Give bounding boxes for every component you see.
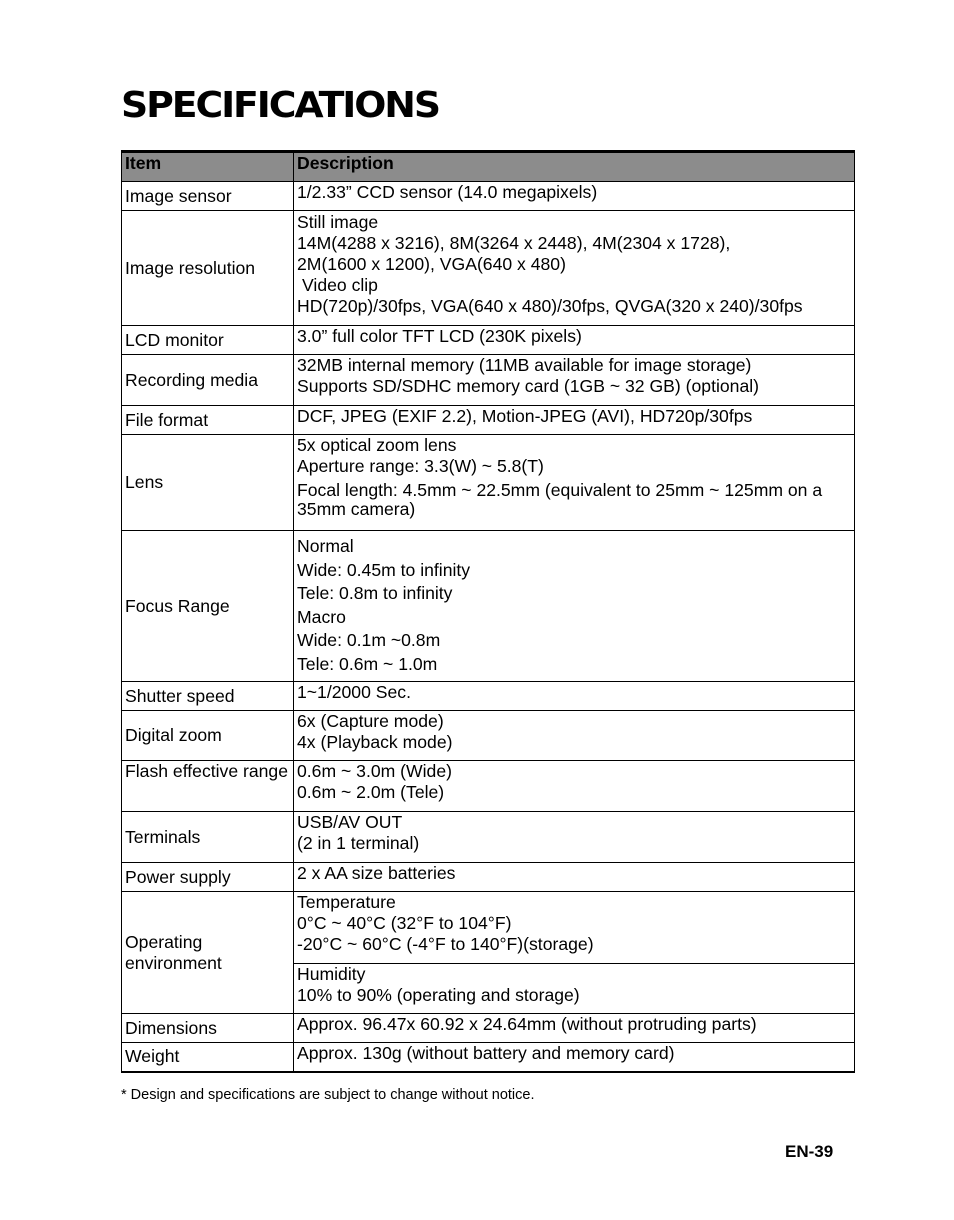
row-label: Focus Range <box>122 531 294 682</box>
footnote: * Design and specifications are subject to change without notice. <box>121 1087 535 1103</box>
description-line: 32MB internal memory (11MB available for image storage) <box>297 355 752 375</box>
table-header-row <box>122 152 855 182</box>
table-row <box>122 682 855 711</box>
description-line: 6x (Capture mode) <box>297 711 444 731</box>
description-line: Normal <box>297 536 354 556</box>
description-line: Aperture range: 3.3(W) ~ 5.8(T) <box>297 456 544 476</box>
table-row <box>122 711 855 761</box>
description-line: Humidity <box>297 964 366 984</box>
description-line: 1~1/2000 Sec. <box>297 682 411 702</box>
description-line: USB/AV OUT <box>297 812 403 832</box>
description-line: -20°C ~ 60°C (-4°F to 140°F)(storage) <box>297 934 594 954</box>
specifications-table <box>121 150 855 1073</box>
description-line: 1/2.33” CCD sensor (14.0 megapixels) <box>297 182 598 202</box>
header-item: Item <box>122 152 294 182</box>
row-description <box>294 1014 855 1043</box>
table-row <box>122 211 855 326</box>
row-label: Flash effective range <box>122 761 294 812</box>
description-line: 14M(4288 x 3216), 8M(3264 x 2448), 4M(2304 x 1728), <box>297 233 731 253</box>
row-description <box>294 964 855 1014</box>
row-label: LCD monitor <box>122 326 294 355</box>
description-line: 4x (Playback mode) <box>297 732 453 752</box>
description-line: Approx. 96.47x 60.92 x 24.64mm (without protruding parts) <box>297 1014 757 1034</box>
description-line: HD(720p)/30fps, VGA(640 x 480)/30fps, QVGA(320 x 240)/30fps <box>297 296 803 316</box>
description-line: Supports SD/SDHC memory card (1GB ~ 32 GB) (optional) <box>297 376 759 396</box>
table-row <box>122 863 855 892</box>
description-line: 0.6m ~ 2.0m (Tele) <box>297 782 445 802</box>
table-row <box>122 761 855 812</box>
row-label: Operating environment <box>122 892 294 1014</box>
row-description <box>294 435 855 531</box>
table-row <box>122 1014 855 1043</box>
description-line: Wide: 0.1m ~0.8m <box>297 630 441 651</box>
description-line: Temperature <box>297 892 396 912</box>
table-row <box>122 326 855 355</box>
row-description <box>294 211 855 326</box>
row-label: Lens <box>122 435 294 531</box>
row-description <box>294 863 855 892</box>
row-label: Shutter speed <box>122 682 294 711</box>
row-label: Image sensor <box>122 182 294 211</box>
row-description <box>294 812 855 863</box>
row-description <box>294 182 855 211</box>
description-line: 5x optical zoom lens <box>297 435 457 455</box>
row-description <box>294 326 855 355</box>
row-description <box>294 406 855 435</box>
description-line: DCF, JPEG (EXIF 2.2), Motion-JPEG (AVI), HD720p/30fps <box>297 406 753 426</box>
page-title: SPECIFICATIONS <box>121 85 439 126</box>
row-description <box>294 1043 855 1072</box>
table-row <box>122 182 855 211</box>
description-line: 2 x AA size batteries <box>297 863 456 883</box>
description-line: 2M(1600 x 1200), VGA(640 x 480) <box>297 254 566 274</box>
description-line: Focal length: 4.5mm ~ 22.5mm (equivalent to 25mm ~ 125mm on a 35mm camera) <box>297 480 823 519</box>
description-line: 10% to 90% (operating and storage) <box>297 985 580 1005</box>
header-description: Description <box>294 152 855 182</box>
description-line: 0°C ~ 40°C (32°F to 104°F) <box>297 913 512 933</box>
table-row <box>122 812 855 863</box>
description-line: 0.6m ~ 3.0m (Wide) <box>297 761 452 781</box>
table-row <box>122 435 855 531</box>
row-label: Recording media <box>122 355 294 406</box>
row-label: Digital zoom <box>122 711 294 761</box>
row-label: Power supply <box>122 863 294 892</box>
description-line: 3.0” full color TFT LCD (230K pixels) <box>297 326 582 346</box>
table-row <box>122 1043 855 1072</box>
row-description <box>294 355 855 406</box>
row-description <box>294 711 855 761</box>
row-description <box>294 531 855 682</box>
page-number: EN-39 <box>785 1142 834 1161</box>
row-label: Terminals <box>122 812 294 863</box>
description-line: Tele: 0.6m ~ 1.0m <box>297 653 438 674</box>
row-label: File format <box>122 406 294 435</box>
table-row <box>122 892 855 964</box>
row-description <box>294 761 855 812</box>
row-label: Weight <box>122 1043 294 1072</box>
row-label: Image resolution <box>122 211 294 326</box>
table-row <box>122 406 855 435</box>
table-row <box>122 355 855 406</box>
description-line: (2 in 1 terminal) <box>297 833 420 853</box>
description-line: Tele: 0.8m to infinity <box>297 583 453 604</box>
description-line: Video clip <box>302 275 378 295</box>
row-description <box>294 682 855 711</box>
description-line: Approx. 130g (without battery and memory card) <box>297 1043 675 1063</box>
description-line: Still image <box>297 212 379 232</box>
description-line: Macro <box>297 606 346 627</box>
row-description <box>294 892 855 964</box>
table-row <box>122 531 855 682</box>
row-label: Dimensions <box>122 1014 294 1043</box>
description-line: Wide: 0.45m to infinity <box>297 559 471 580</box>
